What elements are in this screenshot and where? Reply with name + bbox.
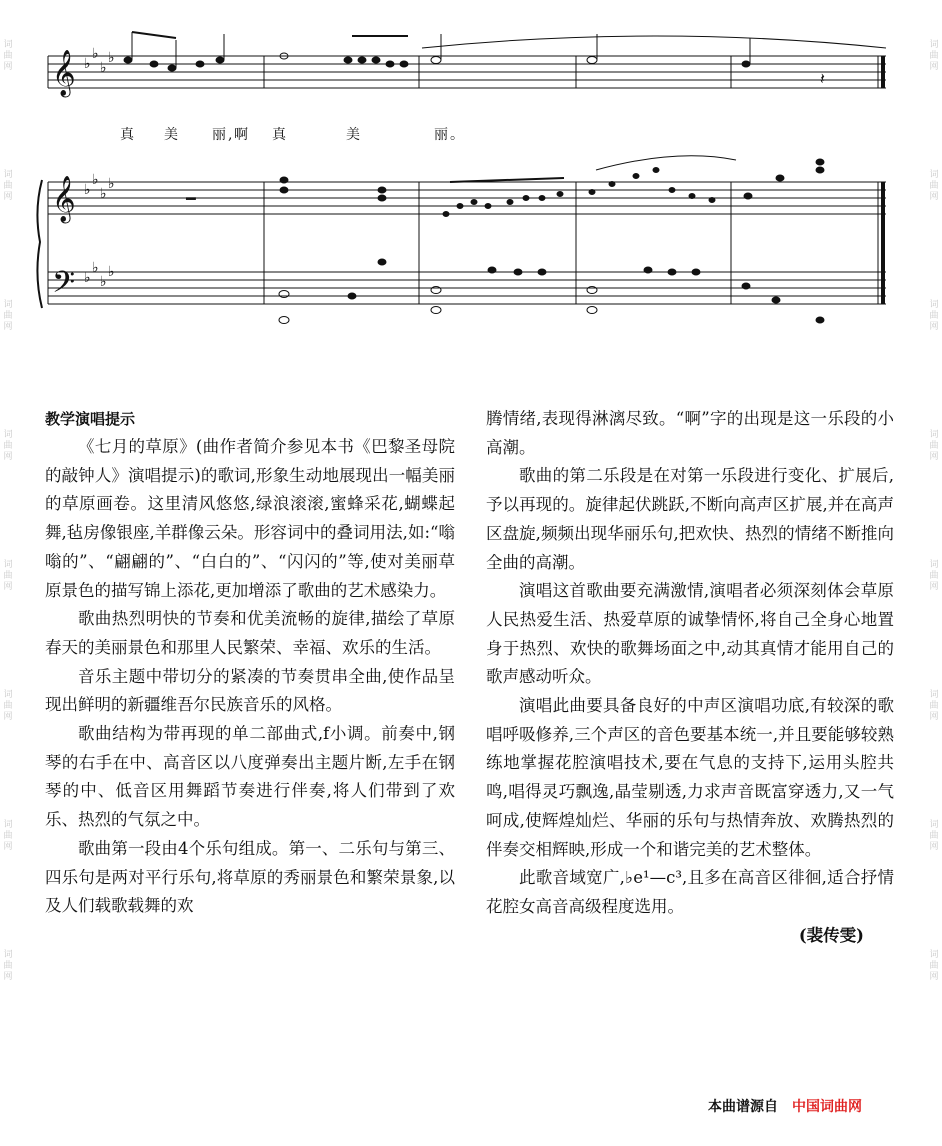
svg-text:♭: ♭ <box>84 182 91 198</box>
staff-graphic <box>36 20 906 365</box>
lyric-syllable: 丽。 <box>434 127 466 143</box>
watermark: 词曲网 <box>929 690 939 722</box>
watermark: 词曲网 <box>3 430 13 462</box>
svg-text:♭: ♭ <box>92 260 99 276</box>
watermark: 词曲网 <box>3 170 13 202</box>
section-heading: 教学演唱提示 <box>45 410 136 428</box>
lyric-syllable: 啊 <box>234 127 250 143</box>
commentary-right-column <box>486 405 894 950</box>
paragraph: 歌曲的第二乐段是在对第一乐段进行变化、扩展后,予以再现的。旋律起伏跳跃,不断向高声区扩展,并在高声区盘旋,频频出现华丽乐句,把欢快、热烈的情绪不断推向全曲的高潮。 <box>486 466 894 572</box>
lyric-syllable: 丽, <box>212 127 235 143</box>
svg-text:♭: ♭ <box>108 264 115 280</box>
svg-text:𝄞: 𝄞 <box>52 176 76 222</box>
paragraph: 演唱这首歌曲要充满激情,演唱者必须深刻体会草原人民热爱生活、热爱草原的诚挚情怀,将自己全身心地置身于热烈、欢快的歌舞场面之中,动其真情才能用自己的歌声感动听众。 <box>486 581 894 687</box>
lyric-syllable: 美 <box>346 127 362 143</box>
svg-text:♭: ♭ <box>108 50 115 66</box>
sheet-music <box>36 20 906 365</box>
left-watermark-strip <box>0 0 16 1146</box>
lyric-syllable: 美 <box>164 127 180 143</box>
paragraph: 此歌音域宽广,♭e¹—c³,且多在高音区徘徊,适合抒情花腔女高音高级程度选用。 <box>486 868 894 916</box>
svg-text:♭: ♭ <box>84 270 91 286</box>
paragraph: 歌曲第一段由4个乐句组成。第一、二乐句与第三、四乐句是两对平行乐句,将草原的秀丽景色和繁荣景象,以及人们载歌载舞的欢 <box>45 838 455 916</box>
watermark: 词曲网 <box>929 820 939 852</box>
svg-text:♭: ♭ <box>100 186 107 202</box>
svg-text:━: ━ <box>186 189 196 208</box>
author-credit: (裴传雯) <box>798 925 864 945</box>
paragraph: 音乐主题中带切分的紧凑的节奏贯串全曲,使作品呈现出鲜明的新疆维吾尔民族音乐的风格。 <box>45 666 455 715</box>
paragraph: 歌曲热烈明快的节奏和优美流畅的旋律,描绘了草原春天的美丽景色和那里人民繁荣、幸福、欢乐的生活。 <box>45 609 455 657</box>
right-watermark-strip <box>926 0 942 1146</box>
watermark: 词曲网 <box>3 40 13 72</box>
svg-text:𝄞: 𝄞 <box>52 50 76 96</box>
svg-text:♭: ♭ <box>84 56 91 72</box>
watermark: 词曲网 <box>3 950 13 982</box>
paragraph-continuation: 腾情绪,表现得淋漓尽致。“啊”字的出现是这一乐段的小高潮。 <box>486 409 894 457</box>
svg-text:𝄢: 𝄢 <box>52 266 76 307</box>
watermark: 词曲网 <box>929 170 939 202</box>
lyric-syllable: 真 <box>272 127 288 143</box>
commentary-left-column <box>45 405 455 921</box>
watermark: 词曲网 <box>3 560 13 592</box>
svg-text:♭: ♭ <box>100 274 107 290</box>
watermark: 词曲网 <box>3 690 13 722</box>
svg-text:♭: ♭ <box>108 176 115 192</box>
watermark: 词曲网 <box>929 950 939 982</box>
paragraph: 演唱此曲要具备良好的中声区演唱功底,有较深的歌唱呼吸修养,三个声区的音色要基本统一,并且要能够较熟练地掌握花腔演唱技术,要在气息的支持下,运用头腔共鸣,唱得灵巧飘逸,晶莹剔透,力求声音既富穿透力,又一气呵成,使辉煌灿烂、华丽的乐句与热情奔放、欢腾热烈的伴奏交相辉映,形成一个和谐完美的艺术整体。 <box>486 696 894 859</box>
svg-text:♭: ♭ <box>92 172 99 188</box>
watermark: 词曲网 <box>3 820 13 852</box>
watermark: 词曲网 <box>3 300 13 332</box>
paragraph: 歌曲结构为带再现的单二部曲式,f小调。前奏中,钢琴的右手在中、高音区以八度弹奏出主题片断,左手在钢琴的中、低音区用舞蹈节奏进行伴奏,将人们带到了欢乐、热烈的气氛之中。 <box>45 724 455 830</box>
svg-text:𝄽: 𝄽 <box>820 69 825 88</box>
watermark: 词曲网 <box>929 560 939 592</box>
source-credit <box>708 1096 862 1116</box>
watermark: 词曲网 <box>929 300 939 332</box>
svg-text:♭: ♭ <box>100 60 107 76</box>
svg-text:♭: ♭ <box>92 46 99 62</box>
watermark: 词曲网 <box>929 40 939 72</box>
paragraph: 《七月的草原》(曲作者简介参见本书《巴黎圣母院的敲钟人》演唱提示)的歌词,形象生动地展现出一幅美丽的草原画卷。这里清风悠悠,绿浪滚滚,蜜蜂采花,蝴蝶起舞,毡房像银座,羊群像云朵。形容词中的叠词用法,如:“嗡嗡的”、“翩翩的”、“白白的”、“闪闪的”等,使对美丽草原景色的描写锦上添花,更加增添了歌曲的艺术感染力。 <box>45 437 455 600</box>
source-label: 本曲谱源自 <box>708 1099 778 1115</box>
lyric-syllable: 真 <box>120 127 136 143</box>
watermark: 词曲网 <box>929 430 939 462</box>
site-name-link[interactable]: 中国词曲网 <box>792 1099 862 1115</box>
